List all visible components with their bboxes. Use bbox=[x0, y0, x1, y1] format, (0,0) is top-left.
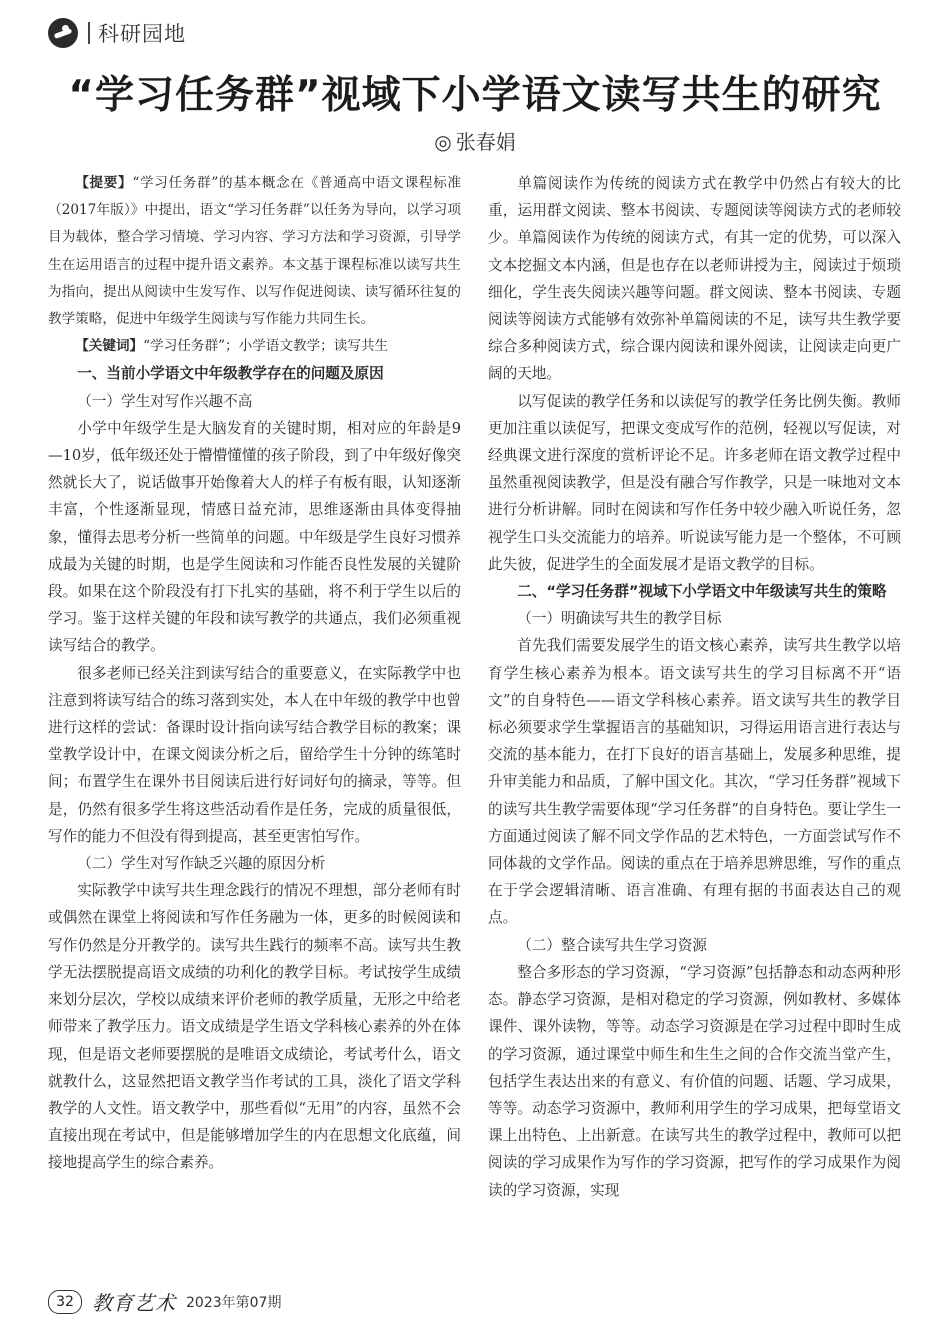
journal-logo-icon bbox=[48, 18, 78, 48]
paragraph: 以写促读的教学任务和以读促写的教学任务比例失衡。教师更加注重以读促写，把课文变成写作的范例，轻视以写促读，对经典课文进行深度的赏析评论不足。许多老师在语文教学过程中虽然重视阅读教学，但是没有融合写作教学，只是一味地对文本进行分析讲解。同时在阅读和写作任务中较少融入听说任务，忽视学生口头交流能力的培养。听说读写能力是一个整体，不可顾此失彼，促进学生的全面发展才是语文教学的目标。 bbox=[488, 392, 901, 573]
left-column bbox=[48, 170, 461, 1177]
article-title: “学习任务群”视域下小学语文读写共生的研究 bbox=[68, 73, 882, 118]
paragraph: 首先我们需要发展学生的语文核心素养，读写共生教学以培育学生核心素养为根本。语文读写共生的学习目标离不开“语文”的自身特色——语文学科核心素养。语文读写共生的教学目标必须要求学生掌握语言的基础知识，习得运用语言进行表达与交流的基本能力，在打下良好的语言基础上，发展多种思维，提升审美能力和品质，了解中国文化。其次，“学习任务群”视域下的读写共生教学需要体现“学习任务群”的自身特色。要让学生一方面通过阅读了解不同文学作品的艺术特色，一方面尝试写作不同体裁的文学作品。阅读的重点在于培养思辨思维，写作的重点在于学会逻辑清晰、语言准确、有理有据的书面表达自己的观点。 bbox=[488, 637, 901, 927]
subsection-heading-2-1: （一）明确读写共生的教学目标 bbox=[517, 610, 722, 628]
author-line bbox=[0, 126, 950, 155]
subsection-heading-1-2: （二）学生对写作缺乏兴趣的原因分析 bbox=[77, 855, 326, 873]
section-heading-1: 一、当前小学语文中年级教学存在的问题及原因 bbox=[77, 365, 384, 383]
magazine-name: 教育艺术 bbox=[92, 1291, 176, 1315]
keywords-text: “学习任务群”；小学语文教学；读写共生 bbox=[143, 338, 389, 355]
abstract-text: “学习任务群”的基本概念在《普通高中语文课程标准（2017年版）》中提出，语文“学习任务群”以任务为导向，以学习项目为载体，整合学习情境、学习内容、学习方法和学习资源，引导学生在运用语言的过程中提升语文素养。本文基于课程标准以读写共生为指向，提出从阅读中生发写作、以写作促进阅读、读写循环往复的教学策略，促进中年级学生阅读与写作能力共同生长。 bbox=[48, 175, 462, 328]
subsection-heading-1-1: （一）学生对写作兴趣不高 bbox=[77, 392, 253, 410]
paragraph: 单篇阅读作为传统的阅读方式在教学中仍然占有较大的比重，运用群文阅读、整本书阅读、专题阅读等阅读方式的老师较少。单篇阅读作为传统的阅读方式，有其一定的优势，可以深入文本挖掘文本内涵，但是也存在以老师讲授为主，阅读过于烦琐细化，学生丧失阅读兴趣等问题。群文阅读、整本书阅读、专题阅读等阅读方式能够有效弥补单篇阅读的不足，读写共生教学要综合多种阅读方式，综合课内阅读和课外阅读，让阅读走向更广阔的天地。 bbox=[488, 175, 901, 383]
page-footer bbox=[48, 1287, 281, 1316]
paragraph: 整合多形态的学习资源，“学习资源”包括静态和动态两种形态。静态学习资源，是相对稳定的学习资源，例如教材、多媒体课件、课外读物，等等。动态学习资源是在学习过程中即时生成的学习资源，通过课堂中师生和生生之间的合作交流当堂产生，包括学生表达出来的有意义、有价值的问题、话题、学习成果，等等。动态学习资源中，教师利用学生的学习成果，把每堂语文课上出特色、上出新意。在读写共生的教学过程中，教师可以把阅读的学习成果作为写作的学习资源，把写作的学习成果作为阅读的学习资源，实现 bbox=[488, 963, 901, 1199]
section-heading-2: 二、“学习任务群”视域下小学语文中年级读写共生的策略 bbox=[517, 583, 887, 601]
issue-label: 2023年第07期 bbox=[186, 1294, 282, 1311]
author-mark: ◎ bbox=[434, 130, 452, 154]
section-label: 科研园地 bbox=[98, 22, 186, 46]
header-divider bbox=[88, 22, 90, 44]
keywords bbox=[48, 333, 461, 360]
right-column bbox=[488, 170, 901, 1204]
subsection-heading-2-2: （二）整合读写共生学习资源 bbox=[517, 936, 707, 954]
paragraph: 实际教学中读写共生理念践行的情况不理想，部分老师有时或偶然在课堂上将阅读和写作任务融为一体，更多的时候阅读和写作仍然是分开教学的。读写共生践行的频率不高。读写共生教学无法摆脱提高语文成绩的功利化的教学目标。考试按学生成绩来划分层次，学校以成绩来评价老师的教学质量，无形之中给老师带来了教学压力。语文成绩是学生语文学科核心素养的外在体现，但是语文老师要摆脱的是唯语文成绩论，考试考什么，语文就教什么，这显然把语文教学当作考试的工具，淡化了语文学科教学的人文性。语文教学中，那些看似“无用”的内容，虽然不会直接出现在考试中，但是能够增加学生的内在思想文化底蕴，间接地提高学生的综合素养。 bbox=[48, 882, 461, 1172]
paragraph: 很多老师已经关注到读写结合的重要意义，在实际教学中也注意到将读写结合的练习落到实处，本人在中年级的教学中也曾进行这样的尝试：备课时设计指向读写结合教学目标的教案；课堂教学设计中，在课文阅读分析之后，留给学生十分钟的练笔时间；布置学生在课外书目阅读后进行好词好句的摘录，等等。但是，仍然有很多学生将这些活动看作是任务，完成的质量很低，写作的能力不但没有得到提高，甚至更害怕写作。 bbox=[48, 664, 461, 845]
abstract-label: 【提要】 bbox=[75, 175, 133, 191]
running-header bbox=[48, 18, 186, 48]
paragraph: 小学中年级学生是大脑发育的关键时期，相对应的年龄是9—10岁，低年级还处于懵懵懂懂的孩子阶段，到了中年级好像突然就长大了，说话做事开始像着大人的样子有板有眼，认知逐渐丰富，个性逐渐显现，情感日益充沛，思维逐渐由具体变得抽象，懂得去思考分析一些简单的问题。中年级是学生良好习惯养成最为关键的时期，也是学生阅读和习作能否良性发展的关键阶段。如果在这个阶段没有打下扎实的基础，将不利于学生以后的学习。鉴于这样关键的年段和读写教学的共通点，我们必须重视读写结合的教学。 bbox=[48, 419, 461, 655]
page-number: 32 bbox=[48, 1290, 82, 1314]
abstract bbox=[48, 170, 461, 333]
keywords-label: 【关键词】 bbox=[75, 338, 144, 355]
author-name: 张春娟 bbox=[455, 130, 516, 154]
